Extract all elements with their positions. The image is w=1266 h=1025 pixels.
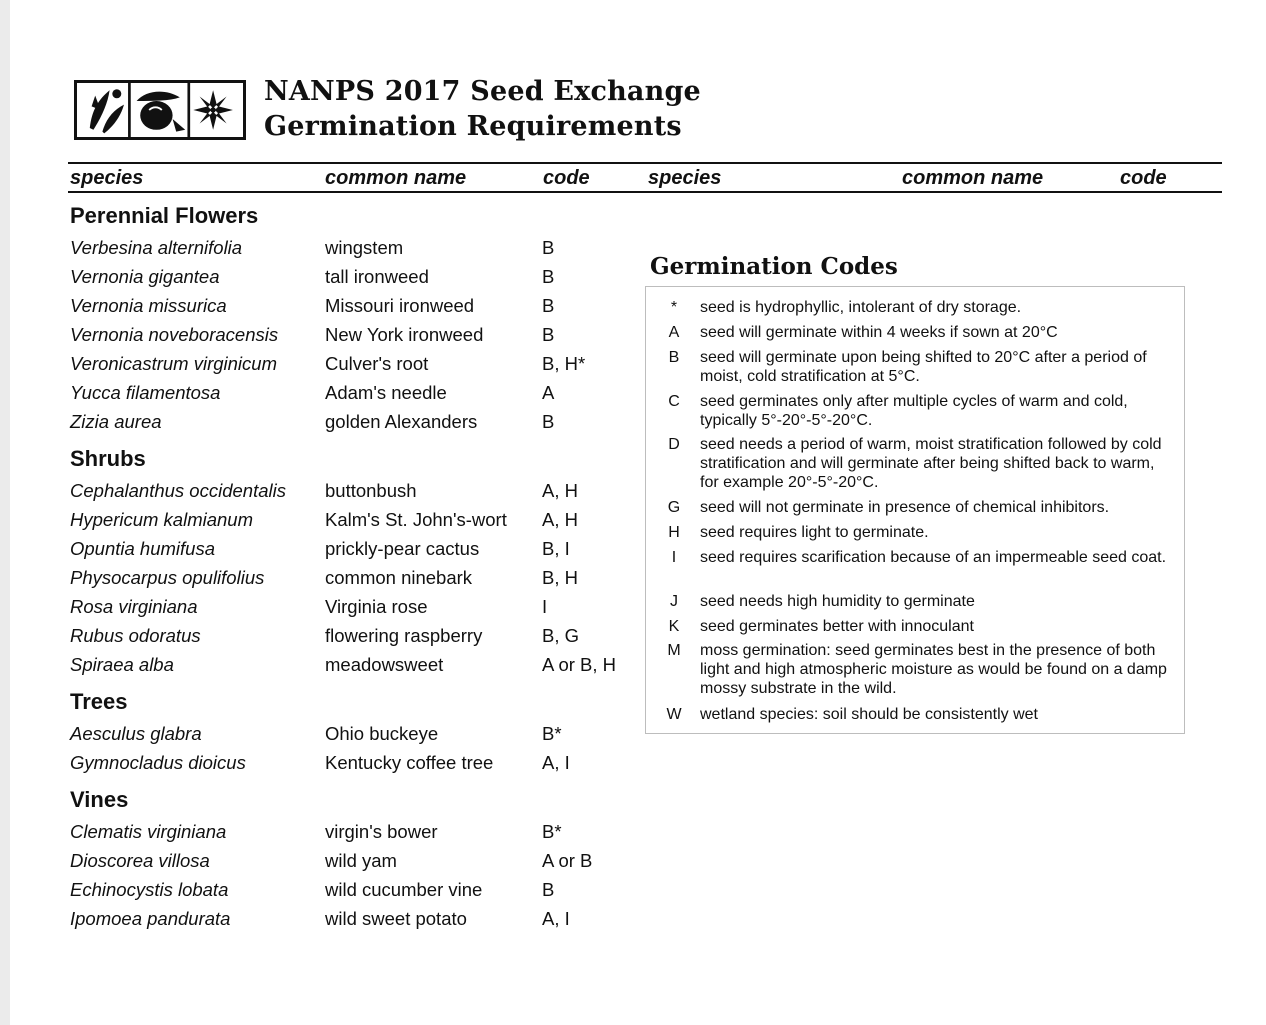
species-name: Ipomoea pandurata xyxy=(70,908,231,929)
common-name: Missouri ironweed xyxy=(325,295,475,316)
code-key: W xyxy=(666,706,682,723)
germination-code: I xyxy=(542,596,548,617)
species-row xyxy=(10,652,640,681)
species-name: Dioscorea villosa xyxy=(70,850,210,871)
common-name: Kalm's St. John's-wort xyxy=(325,509,507,530)
common-name: meadowsweet xyxy=(325,654,444,675)
species-row xyxy=(10,507,640,536)
species-name: Clematis virginiana xyxy=(70,821,227,842)
species-row xyxy=(10,721,640,750)
germination-codes-box xyxy=(645,286,1185,734)
species-name: Verbesina alternifolia xyxy=(70,237,243,258)
species-row xyxy=(10,351,640,380)
species-name: Veronicastrum virginicum xyxy=(70,353,277,374)
section-title-shrubs: Shrubs xyxy=(70,446,146,471)
common-name: wild cucumber vine xyxy=(325,879,483,900)
section-title-vines: Vines xyxy=(70,787,129,812)
germination-code: B xyxy=(542,324,555,345)
species-name: Yucca filamentosa xyxy=(70,382,221,403)
species-row xyxy=(10,594,640,623)
code-key: H xyxy=(668,524,680,541)
nanps-logo xyxy=(74,80,246,140)
species-row xyxy=(10,565,640,594)
species-name: Opuntia humifusa xyxy=(70,538,216,559)
document-page xyxy=(10,0,1266,1025)
common-name: flowering raspberry xyxy=(325,625,483,646)
common-name: virgin's bower xyxy=(325,821,438,842)
germination-code: A xyxy=(542,382,555,403)
species-row xyxy=(10,293,640,322)
germination-code: A, H xyxy=(542,509,578,530)
species-name: Vernonia noveboracensis xyxy=(70,324,279,345)
common-name: common ninebark xyxy=(325,567,473,588)
germination-code: B, I xyxy=(542,538,570,559)
section-title-trees: Trees xyxy=(70,689,128,714)
code-key: J xyxy=(670,593,678,610)
common-name: New York ironweed xyxy=(325,324,484,345)
germination-code: B* xyxy=(542,723,562,744)
germination-code: B xyxy=(542,237,555,258)
code-key: B xyxy=(668,349,680,366)
species-name: Echinocystis lobata xyxy=(70,879,229,900)
germination-code: A, H xyxy=(542,480,578,501)
column-header-common-name: common name xyxy=(325,167,467,189)
code-key: K xyxy=(668,618,680,635)
code-description: seed will germinate within 4 weeks if sown at 20°C xyxy=(700,324,1058,341)
species-row xyxy=(10,322,640,351)
code-key: A xyxy=(668,324,680,341)
germination-code: A, I xyxy=(542,908,570,929)
species-name: Aesculus glabra xyxy=(70,723,202,744)
code-key: C xyxy=(668,393,680,410)
common-name: Adam's needle xyxy=(325,382,447,403)
column-header-common-name-2: common name xyxy=(902,167,1044,189)
code-description: seed requires light to germinate. xyxy=(700,524,929,541)
code-description: seed will not germinate in presence of chemical inhibitors. xyxy=(700,499,1110,516)
code-key: M xyxy=(667,642,681,659)
species-row xyxy=(10,750,640,779)
germination-code: A, I xyxy=(542,752,570,773)
germination-code: B xyxy=(542,411,555,432)
common-name: wild sweet potato xyxy=(325,908,467,929)
species-row xyxy=(10,819,640,848)
code-description: seed germinates better with innoculant xyxy=(700,618,974,635)
title-line-1: NANPS 2017 Seed Exchange xyxy=(264,76,701,107)
code-description: seed needs a period of warm, moist stratification followed by cold stratification and will germinate after being shifted back to warm, for example 20°-5°-20°C. xyxy=(700,436,1162,491)
column-header-species: species xyxy=(70,167,144,189)
germination-code: B xyxy=(542,879,555,900)
species-row xyxy=(10,409,640,438)
code-key: D xyxy=(668,436,680,453)
title-line-2: Germination Requirements xyxy=(264,111,682,142)
column-header-code: code xyxy=(543,167,590,189)
code-description: seed is hydrophyllic, intolerant of dry storage. xyxy=(700,299,1022,316)
section-title-perennial-flowers: Perennial Flowers xyxy=(70,203,259,228)
species-name: Hypericum kalmianum xyxy=(70,509,253,530)
common-name: buttonbush xyxy=(325,480,417,501)
code-description: seed requires scarification because of an impermeable seed coat. xyxy=(700,549,1167,566)
species-row xyxy=(10,623,640,652)
common-name: Culver's root xyxy=(325,353,429,374)
species-row xyxy=(10,848,640,877)
germination-code: B, H* xyxy=(542,353,586,374)
species-name: Vernonia missurica xyxy=(70,295,227,316)
column-header-species-2: species xyxy=(648,167,722,189)
document-title xyxy=(264,74,701,144)
germination-code: A or B, H xyxy=(542,654,617,675)
common-name: tall ironweed xyxy=(325,266,429,287)
germination-code: B, H xyxy=(542,567,578,588)
germination-code: B* xyxy=(542,821,562,842)
species-row xyxy=(10,264,640,293)
header-rule-bottom xyxy=(68,191,1222,193)
common-name: Ohio buckeye xyxy=(325,723,439,744)
common-name: wild yam xyxy=(325,850,397,871)
code-description: moss germination: seed germinates best in the presence of both light and high atmospheric moisture as would be found on a damp mossy substrate in the wild. xyxy=(700,642,1167,697)
species-name: Spiraea alba xyxy=(70,654,174,675)
code-description: wetland species: soil should be consistently wet xyxy=(700,706,1038,723)
species-row xyxy=(10,478,640,507)
germination-code: B xyxy=(542,295,555,316)
common-name: prickly-pear cactus xyxy=(325,538,480,559)
botanical-logo-icon xyxy=(77,83,243,137)
species-name: Physocarpus opulifolius xyxy=(70,567,265,588)
species-name: Cephalanthus occidentalis xyxy=(70,480,286,501)
code-key: G xyxy=(667,499,681,516)
species-name: Rubus odoratus xyxy=(70,625,201,646)
germination-codes-title: Germination Codes xyxy=(650,253,898,280)
code-key: I xyxy=(671,549,677,566)
species-row xyxy=(10,380,640,409)
species-row xyxy=(10,877,640,906)
species-name: Zizia aurea xyxy=(70,411,162,432)
common-name: golden Alexanders xyxy=(325,411,478,432)
species-name: Gymnocladus dioicus xyxy=(70,752,246,773)
common-name: Kentucky coffee tree xyxy=(325,752,494,773)
germination-code: B, G xyxy=(542,625,580,646)
code-key: * xyxy=(670,299,678,316)
species-name: Rosa virginiana xyxy=(70,596,198,617)
column-header-code-2: code xyxy=(1120,167,1167,189)
common-name: wingstem xyxy=(325,237,404,258)
code-description: seed will germinate upon being shifted to 20°C after a period of moist, cold stratification at 5°C. xyxy=(700,349,1147,385)
germination-code: B xyxy=(542,266,555,287)
species-row xyxy=(10,906,640,935)
common-name: Virginia rose xyxy=(325,596,428,617)
header-rule-top xyxy=(68,162,1222,164)
code-description: seed needs high humidity to germinate xyxy=(700,593,975,610)
code-description: seed germinates only after multiple cycles of warm and cold, typically 5°-20°-5°-20°C. xyxy=(700,393,1128,429)
species-name: Vernonia gigantea xyxy=(70,266,220,287)
germination-code: A or B xyxy=(542,850,593,871)
species-row xyxy=(10,536,640,565)
species-row xyxy=(10,235,640,264)
